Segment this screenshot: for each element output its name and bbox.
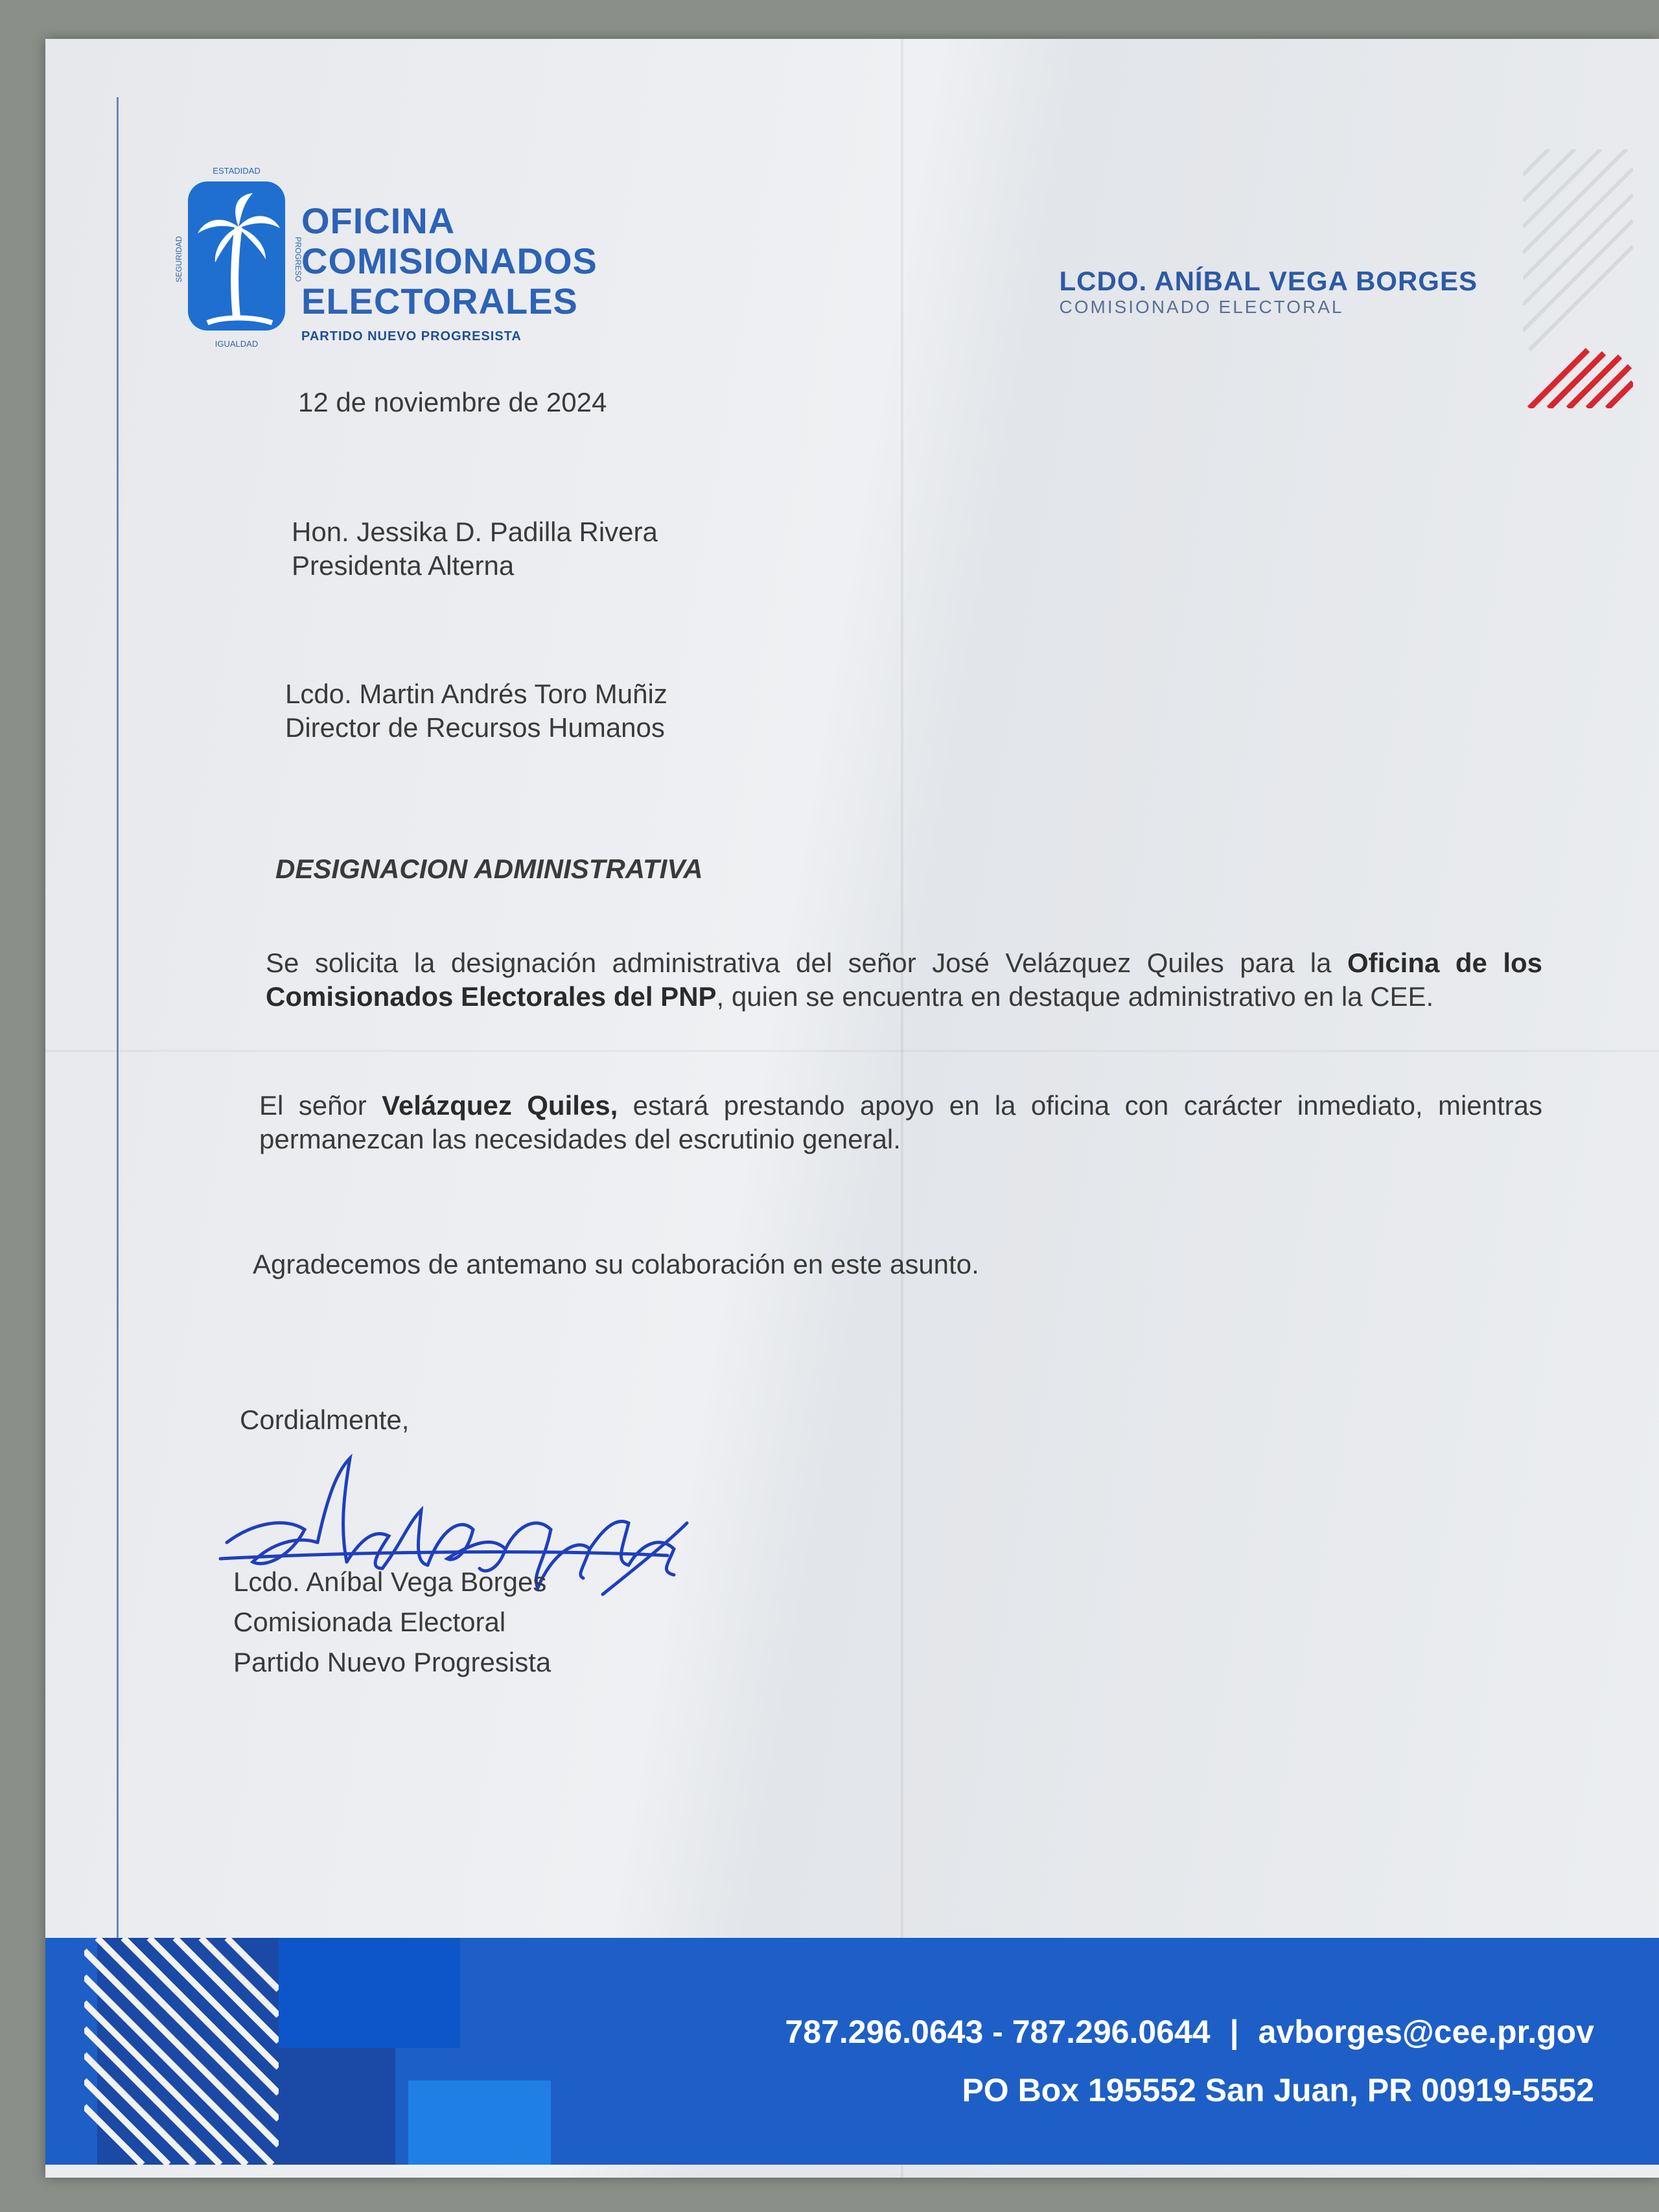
footer-phones: 787.296.0643 - 787.296.0644 (785, 2014, 1211, 2050)
org-line-3: ELECTORALES (301, 281, 578, 321)
signer-block (233, 1562, 551, 1682)
footer-address: PO Box 195552 San Juan, PR 00919-5552 (962, 2072, 1594, 2108)
signer-name: Lcdo. Aníbal Vega Borges (233, 1566, 547, 1597)
recipient-1-title: Presidenta Alterna (292, 550, 515, 581)
letter-paper (45, 39, 1659, 2178)
org-line-1: OFICINA (301, 200, 456, 241)
commissioner-name: LCDO. ANÍBAL VEGA BORGES (1059, 266, 1478, 296)
org-line-2: COMISIONADOS (301, 240, 597, 281)
recipient-2-title: Director de Recursos Humanos (285, 712, 665, 743)
signer-party: Partido Nuevo Progresista (233, 1647, 551, 1677)
footer-email[interactable]: avborges@cee.pr.gov (1258, 2014, 1594, 2050)
footer-separator: | (1229, 2014, 1239, 2050)
logo-word-bottom: IGUALDAD (215, 339, 259, 349)
para2-text-b: estará prestando apoyo en la oficina con carácter inmediato, mientras permanezcan las necesidades del escrutinio general. (259, 1090, 1543, 1154)
footer-block-light (408, 2080, 551, 2165)
body-paragraph-2 (259, 1089, 1542, 1156)
para2-text-a: El señor (259, 1090, 382, 1121)
fold-crease-horizontal (45, 1050, 1659, 1052)
letter-date: 12 de noviembre de 2024 (298, 387, 607, 417)
palm-tree-logo-icon (168, 156, 324, 369)
org-subtitle: PARTIDO NUEVO PROGRESISTA (301, 329, 522, 343)
para1-bold: Oficina de los Comisionados Electorales del PNP (266, 948, 1542, 1012)
thanks-line: Agradecemos de antemano su colaboración en este asunto. (253, 1249, 979, 1279)
closing-line: Cordialmente, (240, 1404, 410, 1435)
logo-word-left: SEGURIDAD (174, 236, 183, 283)
recipient-2 (285, 677, 667, 745)
commissioner-header (1060, 266, 1478, 318)
footer-line-1 (785, 2003, 1594, 2061)
recipient-1-name: Hon. Jessika D. Padilla Rivera (292, 517, 658, 547)
recipient-2-name: Lcdo. Martin Andrés Toro Muñiz (285, 679, 667, 709)
footer-block-mid (279, 1938, 460, 2048)
para1-text-a: Se solicita la designación administrativa del señor José Velázquez Quiles para la (266, 948, 1347, 978)
para1-text-b: , quien se encuentra en destaque administrativo en la CEE. (716, 981, 1434, 1012)
margin-line (117, 97, 119, 1977)
signer-title: Comisionada Electoral (233, 1607, 506, 1637)
recipient-1 (292, 515, 658, 583)
letter-subject: DESIGNACION ADMINISTRATIVA (275, 854, 703, 884)
letter-footer (45, 1938, 1659, 2165)
commissioner-title: COMISIONADO ELECTORAL (1059, 297, 1344, 317)
logo-word-right: PROGRESO (294, 237, 303, 282)
footer-contact (785, 2003, 1594, 2119)
footer-stripes-icon (84, 1938, 279, 2165)
para2-bold: Velázquez Quiles, (382, 1090, 618, 1121)
decorative-stripes-icon (1523, 149, 1633, 408)
body-paragraph-1 (266, 946, 1542, 1014)
organization-name (301, 201, 597, 344)
logo-word-top: ESTADIDAD (213, 166, 261, 176)
